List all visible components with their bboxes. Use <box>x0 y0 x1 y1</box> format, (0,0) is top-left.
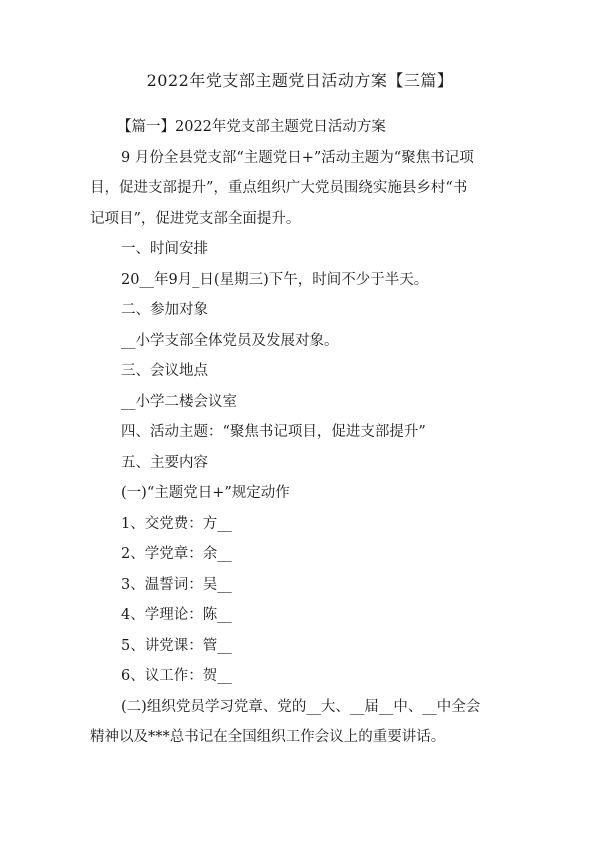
list-item: 6、议工作：贺__ <box>121 668 232 684</box>
document-body <box>90 112 527 753</box>
section-heading-participants: 二、参加对象 <box>121 302 208 318</box>
closing-line-2: 精神以及***总书记在全国组织工作会议上的重要讲话。 <box>90 729 446 745</box>
subsection-heading-required: (一)“主题党日+”规定动作 <box>121 485 290 501</box>
intro-line-2: 目，促进支部提升”，重点组织广大党员围绕实施县乡村“书 <box>90 180 468 196</box>
section-heading-content: 五、主要内容 <box>121 454 208 471</box>
intro-line-1: 9 月份全县党支部“主题党日+”活动主题为“聚焦书记项 <box>121 149 474 166</box>
section-heading-theme: 四、活动主题：“聚焦书记项目，促进支部提升” <box>121 424 426 440</box>
closing-line-1: (二)组织党员学习党章、党的__大、__届__中、__中全会 <box>121 698 481 715</box>
list-item: 3、温誓词：吴__ <box>121 576 232 593</box>
section-heading-time: 一、时间安排 <box>121 241 208 257</box>
section-heading-location: 三、会议地点 <box>121 363 208 379</box>
time-detail: 20__年9月_日(星期三)下午，时间不少于半天。 <box>121 271 429 288</box>
document-title: 2022年党支部主题党日活动方案【三篇】 <box>146 71 454 90</box>
location-detail: __小学二楼会议室 <box>121 393 237 410</box>
subtitle: 【篇一】2022年党支部主题党日活动方案 <box>117 119 386 135</box>
list-item: 1、交党费：方__ <box>121 515 232 532</box>
intro-line-3: 记项目”，促进党支部全面提升。 <box>90 210 301 227</box>
list-item: 4、学理论：陈__ <box>121 607 232 623</box>
list-item: 5、讲党课：管__ <box>121 637 232 654</box>
list-item: 2、学党章：余__ <box>121 546 232 562</box>
participants-detail: __小学支部全体党员及发展对象。 <box>121 332 339 349</box>
